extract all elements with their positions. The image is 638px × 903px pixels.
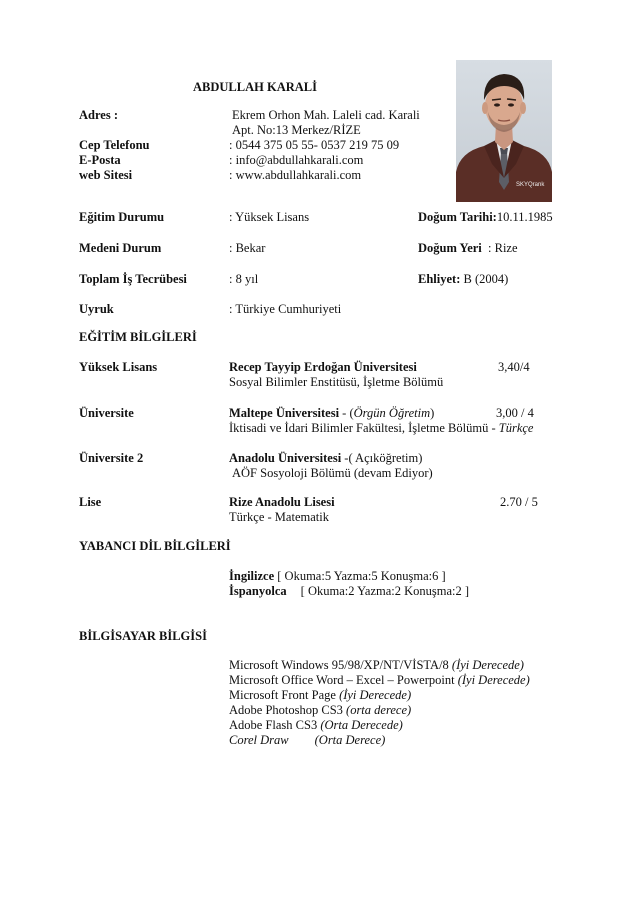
skill-level: (İyi Derecede) <box>457 673 530 687</box>
university-close: ) <box>430 406 435 420</box>
nationality-label: Uyruk <box>79 302 114 316</box>
university-2-department: AÖF Sosyoloji Bölümü (devam Ediyor) <box>232 466 433 480</box>
license-row <box>418 272 508 286</box>
skill-level: (orta derece) <box>346 703 412 717</box>
photo-watermark: SKYQrank <box>516 182 545 188</box>
masters-gpa: 3,40/4 <box>498 360 530 374</box>
high-school-name: Rize Anadolu Lisesi <box>229 495 335 509</box>
birth-date-row <box>418 210 553 224</box>
experience-label: Toplam İş Tecrübesi <box>79 272 187 286</box>
computer-skill-item <box>229 733 385 747</box>
marital-label: Medeni Durum <box>79 241 162 255</box>
masters-label: Yüksek Lisans <box>79 360 158 374</box>
experience-value: : 8 yıl <box>229 272 259 286</box>
birth-place-value: : Rize <box>488 241 518 255</box>
university-type: Örgün Öğretim <box>353 406 431 420</box>
skill-name: Adobe Flash CS3 <box>229 718 321 732</box>
marital-value: : Bekar <box>229 241 266 255</box>
spanish-row <box>229 584 469 598</box>
address-line-2: Apt. No:13 Merkez/RİZE <box>232 123 361 137</box>
skill-name: Corel Draw <box>229 733 289 747</box>
skill-level: (Orta Derecede) <box>320 718 403 732</box>
address-label: Adres : <box>79 108 119 122</box>
skill-name: Microsoft Front Page <box>229 688 340 702</box>
high-school-department: Türkçe - Matematik <box>229 510 329 524</box>
english-detail: [ Okuma:5 Yazma:5 Konuşma:6 ] <box>274 569 446 583</box>
birth-date-label: Doğum Tarihi: <box>418 210 497 224</box>
university-2-row <box>229 451 422 465</box>
masters-school: Recep Tayyip Erdoğan Üniversitesi <box>229 360 417 374</box>
skill-name: Microsoft Windows 95/98/XP/NT/VİSTA/8 <box>229 658 452 672</box>
computer-skill-item <box>229 658 524 672</box>
phone-label: Cep Telefonu <box>79 138 150 152</box>
education-heading: EĞİTİM BİLGİLERİ <box>79 330 197 344</box>
skill-level: (Orta Derece) <box>314 733 386 747</box>
university-label: Üniversite <box>79 406 134 420</box>
page-title: ABDULLAH KARALİ <box>193 80 317 94</box>
birth-place-label: Doğum Yeri <box>418 241 482 255</box>
computer-skill-item <box>229 688 411 702</box>
email-label: E-Posta <box>79 153 121 167</box>
birth-place-row <box>418 241 518 255</box>
person-portrait-icon <box>456 60 552 202</box>
profile-photo <box>456 60 552 202</box>
spanish-name: İspanyolca <box>229 584 287 598</box>
website-value[interactable]: : www.abdullahkarali.com <box>229 168 362 182</box>
education-status-label: Eğitim Durumu <box>79 210 165 224</box>
computer-skill-item <box>229 673 530 687</box>
university-separator: - ( <box>339 406 354 420</box>
phone-value: : 0544 375 05 55- 0537 219 75 09 <box>229 138 400 152</box>
education-status-value: : Yüksek Lisans <box>229 210 310 224</box>
skill-name: Adobe Photoshop CS3 <box>229 703 347 717</box>
english-name: İngilizce <box>229 569 275 583</box>
university-department-row <box>229 421 533 435</box>
university-school: Maltepe Üniversitesi <box>229 406 340 420</box>
website-label: web Sitesi <box>79 168 133 182</box>
nationality-value: : Türkiye Cumhuriyeti <box>229 302 342 316</box>
skill-level: (İyi Derecede) <box>339 688 412 702</box>
address-line-1: Ekrem Orhon Mah. Laleli cad. Karali <box>232 108 420 122</box>
university-2-label: Üniversite 2 <box>79 451 144 465</box>
computer-skill-item <box>229 718 403 732</box>
skill-level: (İyi Derecede) <box>451 658 524 672</box>
university-language: Türkçe <box>498 421 534 435</box>
email-value[interactable]: : info@abdullahkarali.com <box>229 153 364 167</box>
high-school-label: Lise <box>79 495 102 509</box>
computer-heading: BİLGİSAYAR BİLGİSİ <box>79 629 207 643</box>
license-label: Ehliyet: <box>418 272 461 286</box>
university-gpa: 3,00 / 4 <box>496 406 534 420</box>
skill-name: Microsoft Office Word – Excel – Powerpoint <box>229 673 458 687</box>
spanish-detail: [ Okuma:2 Yazma:2 Konuşma:2 ] <box>300 584 470 598</box>
high-school-gpa: 2.70 / 5 <box>500 495 538 509</box>
license-value: B (2004) <box>460 272 509 286</box>
birth-date-value: 10.11.1985 <box>496 210 553 224</box>
university-department: İktisadi ve İdari Bilimler Fakültesi, İşletme Bölümü - <box>229 421 499 435</box>
university-row <box>229 406 434 420</box>
university-2-school: Anadolu Üniversitesi <box>229 451 342 465</box>
english-row <box>229 569 446 583</box>
computer-skill-item <box>229 703 411 717</box>
languages-heading: YABANCI DİL BİLGİLERİ <box>79 539 231 553</box>
university-2-type: -( Açıköğretim) <box>341 451 423 465</box>
masters-department: Sosyal Bilimler Enstitüsü, İşletme Bölümü <box>229 375 444 389</box>
